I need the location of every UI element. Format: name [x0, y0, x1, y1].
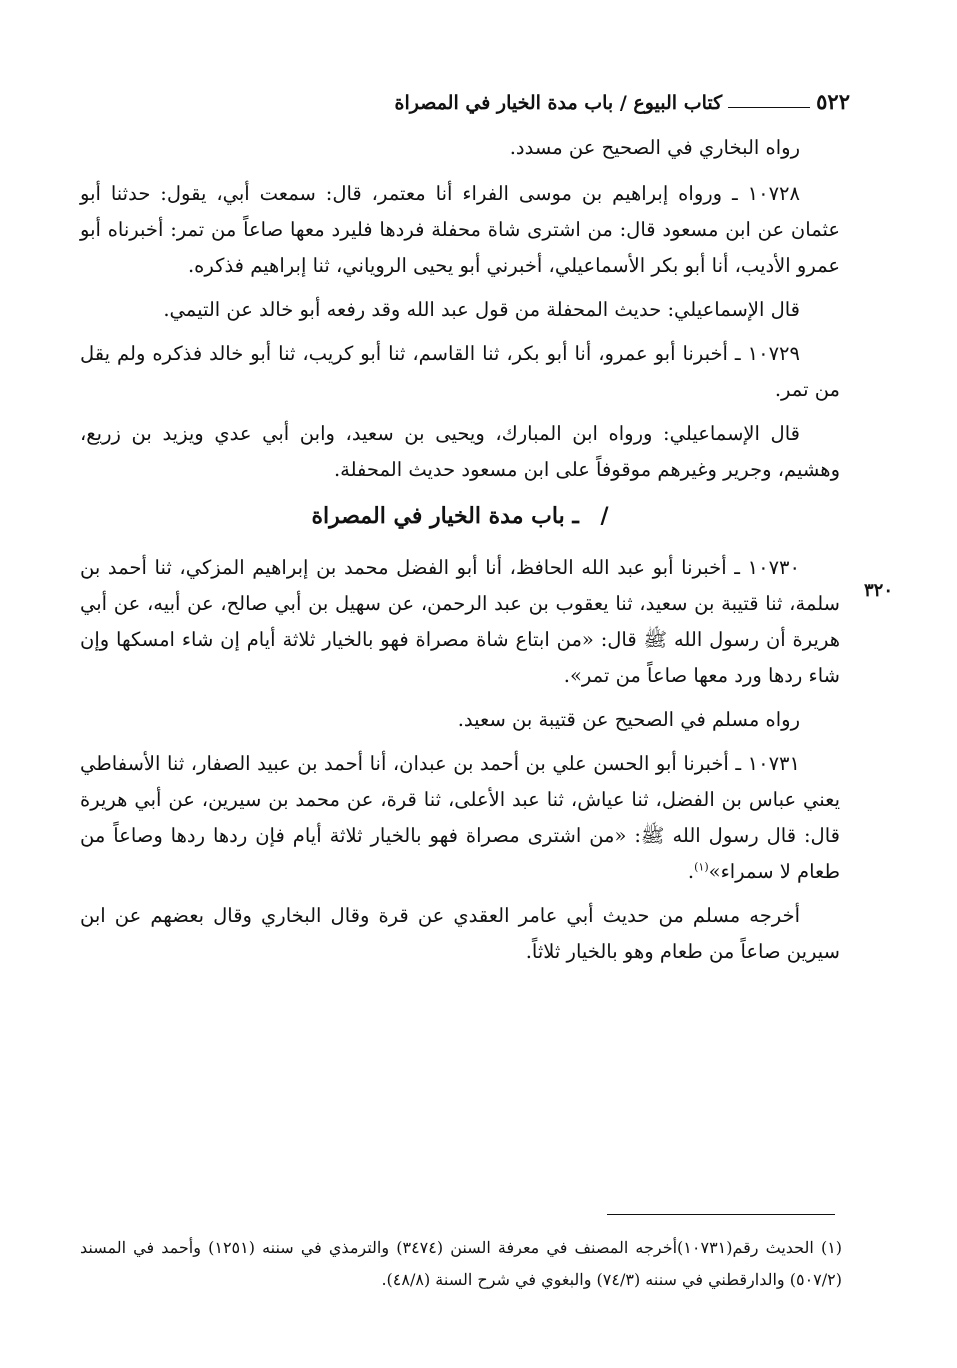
footnote-marker[interactable]: (١): [694, 860, 709, 874]
margin-page-reference: ٣٢٠: [863, 580, 893, 601]
section-title: ـ باب مدة الخيار في المصراة: [311, 503, 579, 529]
paragraph: قال الإسماعيلي: حديث المحفلة من قول عبد الله وقد رفعه أبو خالد عن التيمي.: [163, 298, 800, 321]
hadith-10731-end: .: [687, 860, 695, 883]
running-title: كتاب البيوع / باب مدة الخيار في المصراة: [394, 92, 723, 114]
main-text: [80, 130, 840, 978]
hadith-10731-text: ١٠٧٣١ ـ أخبرنا أبو الحسن علي بن أحمد بن عبدان، أنا أحمد بن عبيد الصفار، ثنا الأسفاطي يعني عباس بن الفضل، ثنا عياش، ثنا عبد الأعلى، ثنا قرة، عن محمد بن سيرين، عن أبي هريرة قال: قال رسول الله ﷺ: «من اشترى مصراة فهو بالخيار ثلاثة أيام فإن ردها ردها وصاعاً من طعام لا سمراء»: [80, 752, 840, 883]
header-rule: [728, 107, 810, 108]
page-header: [80, 78, 850, 114]
hadith-10731: [80, 746, 840, 890]
footnote-1: (١) الحديث رقم(١٠٧٣١)أخرجه المصنف في معرفة السنن (٣٤٧٤) والترمذي في سننه (١٢٥١) وأحمد في المسند (٥٠٧/٢) والدارقطني في سننه (٧٤/٣) والبغوي في شرح السنة (٤٨/٨).: [80, 1238, 843, 1289]
hadith-10729: ١٠٧٢٩ ـ أخبرنا أبو عمرو، أنا أبو بكر، ثنا القاسم، ثنا أبو كريب، ثنا أبو خالد فذكره ولم يقل من تمر.: [80, 342, 840, 401]
hadith-10730: ١٠٧٣٠ ـ أخبرنا أبو عبد الله الحافظ، أنا أبو الفضل محمد بن إبراهيم المزكي، ثنا أحمد بن سلمة، ثنا قتيبة بن سعيد، ثنا يعقوب بن عبد الرحمن، عن سهيل بن أبي صالح، عن أبيه، عن أبي هريرة أن رسول الله ﷺ قال: «من ابتاع شاة مصراة فهو بالخيار ثلاثة أيام إن شاء امسكها وإن شاء ردها ورد معها صاعاً من تمر».: [80, 556, 840, 687]
footnote-rule: [607, 1214, 835, 1215]
section-heading: [80, 496, 840, 536]
footnotes: [80, 1232, 842, 1296]
paragraph: رواه البخاري في الصحيح عن مسدد.: [509, 136, 800, 159]
page-number: ٥٢٢: [816, 89, 850, 114]
paragraph: أخرجه مسلم من حديث أبي عامر العقدي عن قرة وقال البخاري وقال بعضهم عن ابن سيرين صاعاً من طعام وهو بالخيار ثلاثاً.: [80, 904, 840, 963]
section-slash: /: [600, 503, 609, 529]
paragraph: قال الإسماعيلي: ورواه ابن المبارك، ويحيى بن سعيد، وابن أبي عدي ويزيد بن زريع، وهشيم، وجرير وغيرهم موقوفاً على ابن مسعود حديث المحفلة.: [80, 422, 840, 481]
paragraph: رواه مسلم في الصحيح عن قتيبة بن سعيد.: [457, 708, 800, 731]
hadith-10728: ١٠٧٢٨ ـ ورواه إبراهيم بن موسى الفراء أنا معتمر، قال: سمعت أبي، يقول: حدثنا أبو عثمان عن ابن مسعود قال: من اشترى شاة محفلة فردها فليرد معها صاعاً من تمر: أخبرناه أبو عمرو الأديب، أنا أبو بكر الأسماعيلي، أخبرني أبو يحيى الروياني، ثنا إبراهيم فذكره.: [80, 182, 840, 277]
